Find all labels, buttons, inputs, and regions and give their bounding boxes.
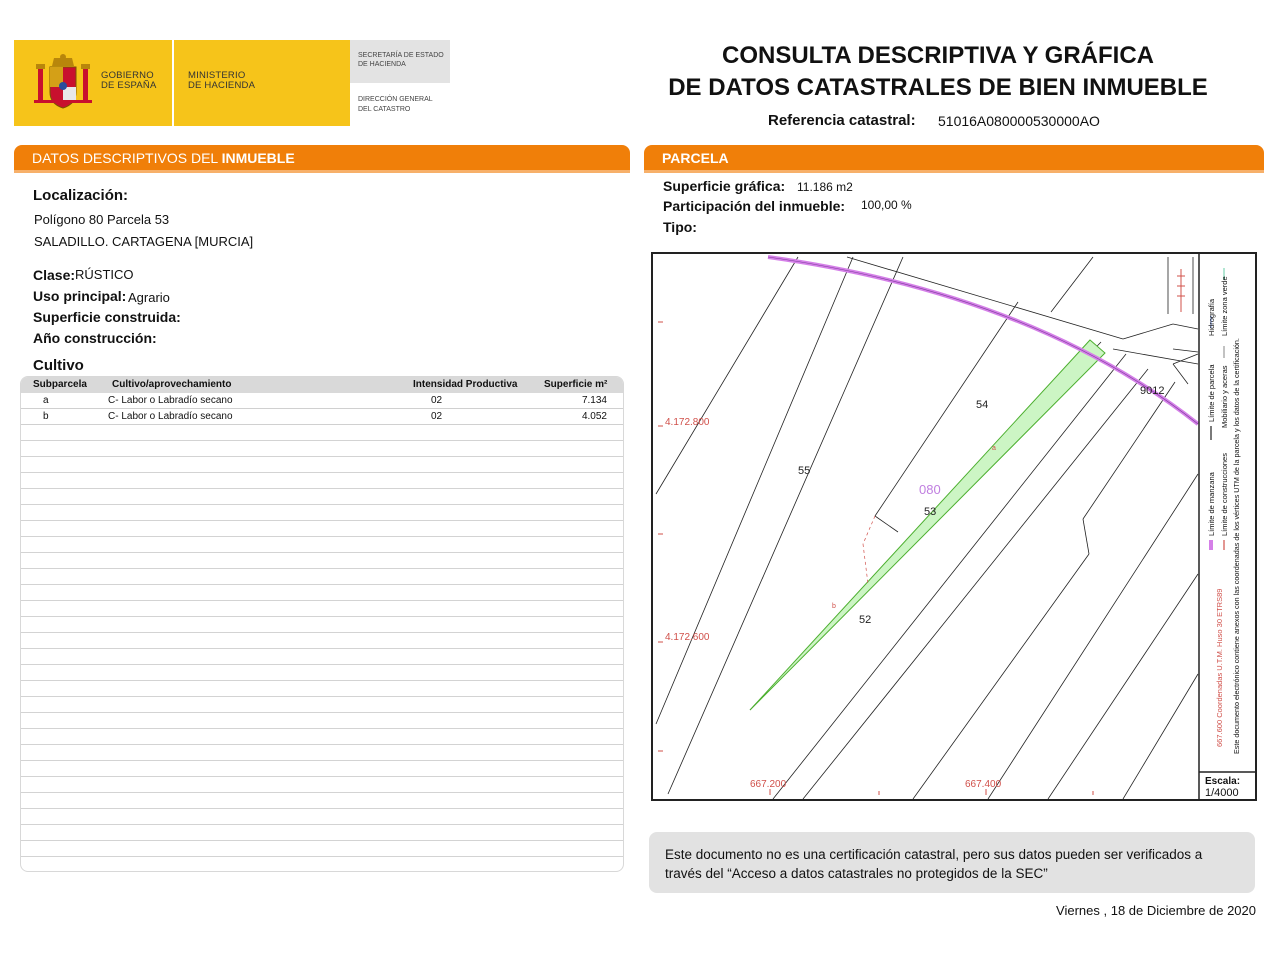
anio-construccion-label: Año construcción: bbox=[33, 330, 157, 346]
title-line-1: CONSULTA DESCRIPTIVA Y GRÁFICA bbox=[721, 42, 1155, 69]
uso-principal-label: Uso principal: bbox=[33, 288, 127, 304]
parcel-label-9012: 9012 bbox=[1140, 385, 1165, 397]
legend-zona-verde: Límite zona verde bbox=[1220, 276, 1229, 336]
direccion-line-1: DIRECCIÓN GENERAL bbox=[358, 96, 433, 103]
superficie-grafica-label: Superficie gráfica: bbox=[663, 178, 786, 194]
empty-table-rows bbox=[21, 425, 623, 872]
ministerio-line-1: MINISTERIO bbox=[188, 70, 246, 81]
legend-limite-construcciones: Límite de construcciones bbox=[1220, 453, 1229, 536]
hidrografia-symbol bbox=[1177, 269, 1185, 312]
cell-superficie: 7.134 bbox=[581, 395, 607, 406]
cell-cultivo: C- Labor o Labradío secano bbox=[108, 395, 233, 406]
localizacion-line-2: SALADILLO. CARTAGENA [MURCIA] bbox=[34, 234, 254, 249]
cultivo-table bbox=[20, 376, 624, 872]
document-title bbox=[660, 40, 1216, 104]
table-body bbox=[21, 393, 623, 425]
ministerio-line-2: DE HACIENDA bbox=[188, 80, 256, 91]
localizacion-label: Localización: bbox=[33, 187, 129, 204]
secretaria-line-1: SECRETARÍA DE ESTADO bbox=[358, 52, 444, 59]
map-canvas bbox=[653, 254, 1255, 799]
clase-label: Clase: bbox=[33, 267, 76, 283]
clase-value: RÚSTICO bbox=[75, 267, 134, 282]
gobierno-line-2: DE ESPAÑA bbox=[101, 80, 157, 91]
logo-divider bbox=[172, 40, 174, 126]
cell-subparcela: a bbox=[43, 395, 49, 406]
superficie-grafica-value: 11.186 m2 bbox=[797, 180, 853, 194]
cell-intensidad: 02 bbox=[431, 411, 443, 422]
subparcel-label-b: b bbox=[832, 603, 836, 610]
header-logo-block bbox=[14, 40, 450, 126]
tipo-label: Tipo: bbox=[663, 219, 697, 235]
participacion-value: 100,00 % bbox=[861, 198, 912, 212]
subparcel-divider bbox=[863, 544, 868, 584]
legend-limite-parcela: Límite de parcela bbox=[1207, 364, 1216, 422]
coord-x-667400: 667.400 bbox=[965, 779, 1002, 790]
col-header-superficie: Superficie m² bbox=[544, 379, 608, 390]
ref-catastral-label: Referencia catastral: bbox=[768, 112, 916, 129]
participacion-label: Participación del inmueble: bbox=[663, 198, 846, 214]
legend-coordenadas: 667.600 Coordenadas U.T.M. Huso 30 ETRS89 bbox=[1215, 588, 1224, 747]
subparcel-label-a: a bbox=[992, 445, 996, 452]
escala-label: Escala: bbox=[1205, 776, 1241, 787]
note-line-1: Este documento no es una certificación catastral, pero sus datos pueden ser verificados a bbox=[665, 847, 1203, 862]
document-date: Viernes , 18 de Diciembre de 2020 bbox=[1056, 903, 1256, 918]
section-title-parcela: PARCELA bbox=[662, 150, 729, 166]
poligono-label: 080 bbox=[919, 482, 941, 497]
note-line-2: través del “Acceso a datos catastrales no protegidos de la SEC” bbox=[665, 866, 1048, 881]
secretaria-line-2: DE HACIENDA bbox=[358, 61, 406, 68]
cultivo-title: Cultivo bbox=[33, 357, 84, 374]
cell-intensidad: 02 bbox=[431, 395, 443, 406]
table-header-row bbox=[21, 377, 623, 393]
disclaimer-note bbox=[649, 832, 1255, 893]
col-header-subparcela: Subparcela bbox=[33, 379, 87, 390]
coat-of-arms-icon bbox=[32, 52, 94, 114]
coord-y-4172800: 4.172.800 bbox=[665, 417, 710, 428]
uso-principal-value: Agrario bbox=[128, 290, 170, 305]
ref-catastral-value: 51016A080000530000AO bbox=[938, 113, 1100, 129]
localizacion-line-1: Polígono 80 Parcela 53 bbox=[34, 212, 170, 227]
cadastral-map bbox=[651, 252, 1257, 801]
map-legend bbox=[1205, 268, 1241, 799]
superficie-construida-label: Superficie construida: bbox=[33, 309, 181, 325]
parcel-label-53: 53 bbox=[924, 506, 937, 518]
legend-nota: Este documento electrónico contiene anexos con las coordenadas de los vértices UTM de la parcela y los datos de la certificación. bbox=[1232, 338, 1241, 754]
parcel-label-54: 54 bbox=[976, 399, 989, 411]
legend-hidrografia: Hidrografía bbox=[1207, 298, 1216, 336]
table-row bbox=[21, 393, 623, 409]
col-header-intensidad: Intensidad Productiva bbox=[413, 379, 518, 390]
legend-mobiliario: Mobiliario y aceras bbox=[1220, 365, 1229, 428]
title-line-2: DE DATOS CATASTRALES DE BIEN INMUEBLE bbox=[668, 74, 1208, 101]
parcel-label-52: 52 bbox=[859, 614, 872, 626]
legend-limite-manzana: Límite de manzana bbox=[1207, 472, 1216, 536]
direccion-general-text bbox=[358, 95, 433, 114]
section-title-part-b: INMUEBLE bbox=[221, 150, 295, 166]
coordinate-ticks bbox=[658, 322, 1093, 795]
ministerio-logo-text bbox=[188, 71, 255, 91]
subparcel-divider bbox=[863, 516, 875, 544]
section-title-part-a: DATOS DESCRIPTIVOS DEL bbox=[32, 150, 222, 166]
secretaria-text bbox=[358, 51, 444, 69]
parcel-label-55: 55 bbox=[798, 465, 811, 477]
direccion-line-2: DEL CATASTRO bbox=[358, 105, 411, 113]
cell-superficie: 4.052 bbox=[581, 411, 607, 422]
gobierno-logo-text bbox=[101, 71, 156, 91]
gobierno-line-1: GOBIERNO bbox=[101, 70, 154, 81]
parcel-53-shape bbox=[750, 340, 1105, 710]
section-header-datos-descriptivos bbox=[14, 145, 630, 170]
cell-cultivo: C- Labor o Labradío secano bbox=[108, 411, 233, 422]
escala-value: 1/4000 bbox=[1205, 787, 1239, 799]
coord-x-667200: 667.200 bbox=[750, 779, 787, 790]
col-header-cultivo: Cultivo/aprovechamiento bbox=[112, 379, 232, 390]
table-row bbox=[21, 409, 623, 425]
coord-y-4172600: 4.172.600 bbox=[665, 632, 710, 643]
section-header-parcela bbox=[644, 145, 1264, 170]
cell-subparcela: b bbox=[43, 411, 49, 422]
